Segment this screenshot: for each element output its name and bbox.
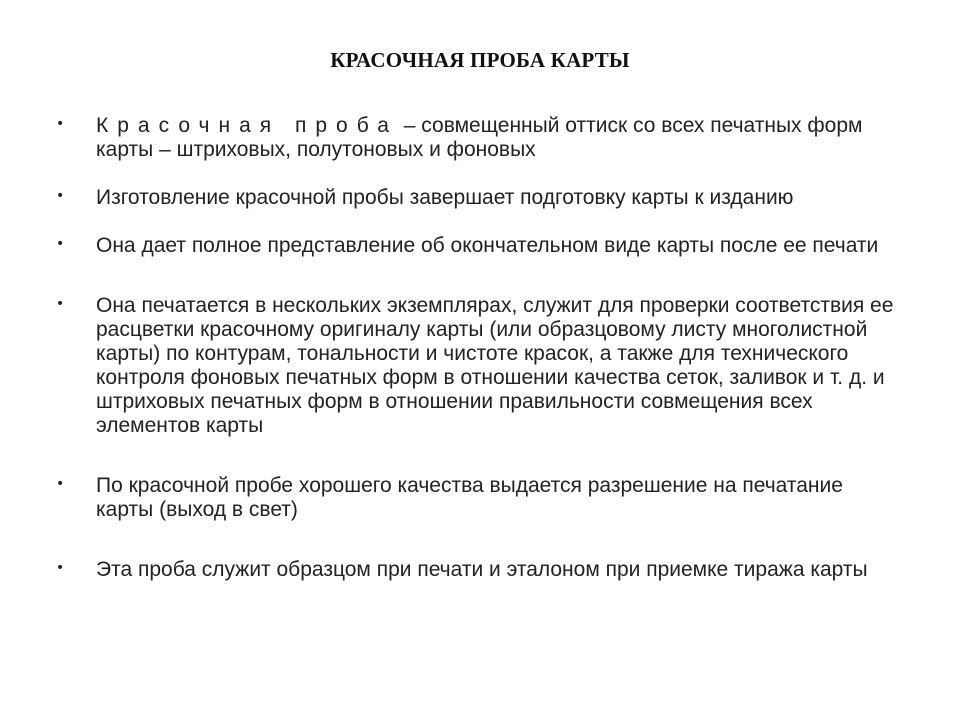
bullet-text: Она дает полное представление об окончательном виде карты после ее печати	[96, 234, 879, 257]
slide-title: КРАСОЧНАЯ ПРОБА КАРТЫ	[330, 48, 630, 72]
bullet-icon: •	[56, 188, 65, 204]
bullet-item	[56, 294, 896, 438]
bullet-icon: •	[56, 236, 65, 252]
bullet-text: – совмещенный оттиск со всех печатных форм карты – штриховых, полутоновых и фоновых	[96, 114, 863, 161]
bullet-item	[56, 186, 896, 210]
bullet-icon: •	[56, 476, 65, 492]
bullet-text: Изготовление красочной пробы завершает подготовку карты к изданию	[96, 186, 794, 209]
bullet-item	[56, 234, 896, 258]
bullet-list	[56, 114, 896, 582]
bullet-icon: •	[56, 296, 65, 312]
bullet-item	[56, 474, 896, 522]
bullet-text: Она печатается в нескольких экземплярах, служит для проверки соответствия ее расцветки красочному оригиналу карты (или образцовому листу многолистной карты) по контурам, тональности и чистоте красок, а также для технического контроля фоновых печатных форм в отношении качества сеток, заливок и т. д. и штриховых печатных форм в отношении правильности совмещения всех элементов карты	[96, 294, 894, 437]
bullet-item	[56, 114, 896, 162]
bullet-text: По красочной пробе хорошего качества выдается разрешение на печатание карты (выход в свет)	[96, 474, 843, 521]
bullet-item	[56, 558, 896, 582]
bullet-term: Красочная проба	[96, 114, 398, 137]
bullet-icon: •	[56, 116, 65, 132]
bullet-icon: •	[56, 560, 65, 576]
bullet-text: Эта проба служит образцом при печати и эталоном при приемке тиража карты	[96, 558, 868, 581]
